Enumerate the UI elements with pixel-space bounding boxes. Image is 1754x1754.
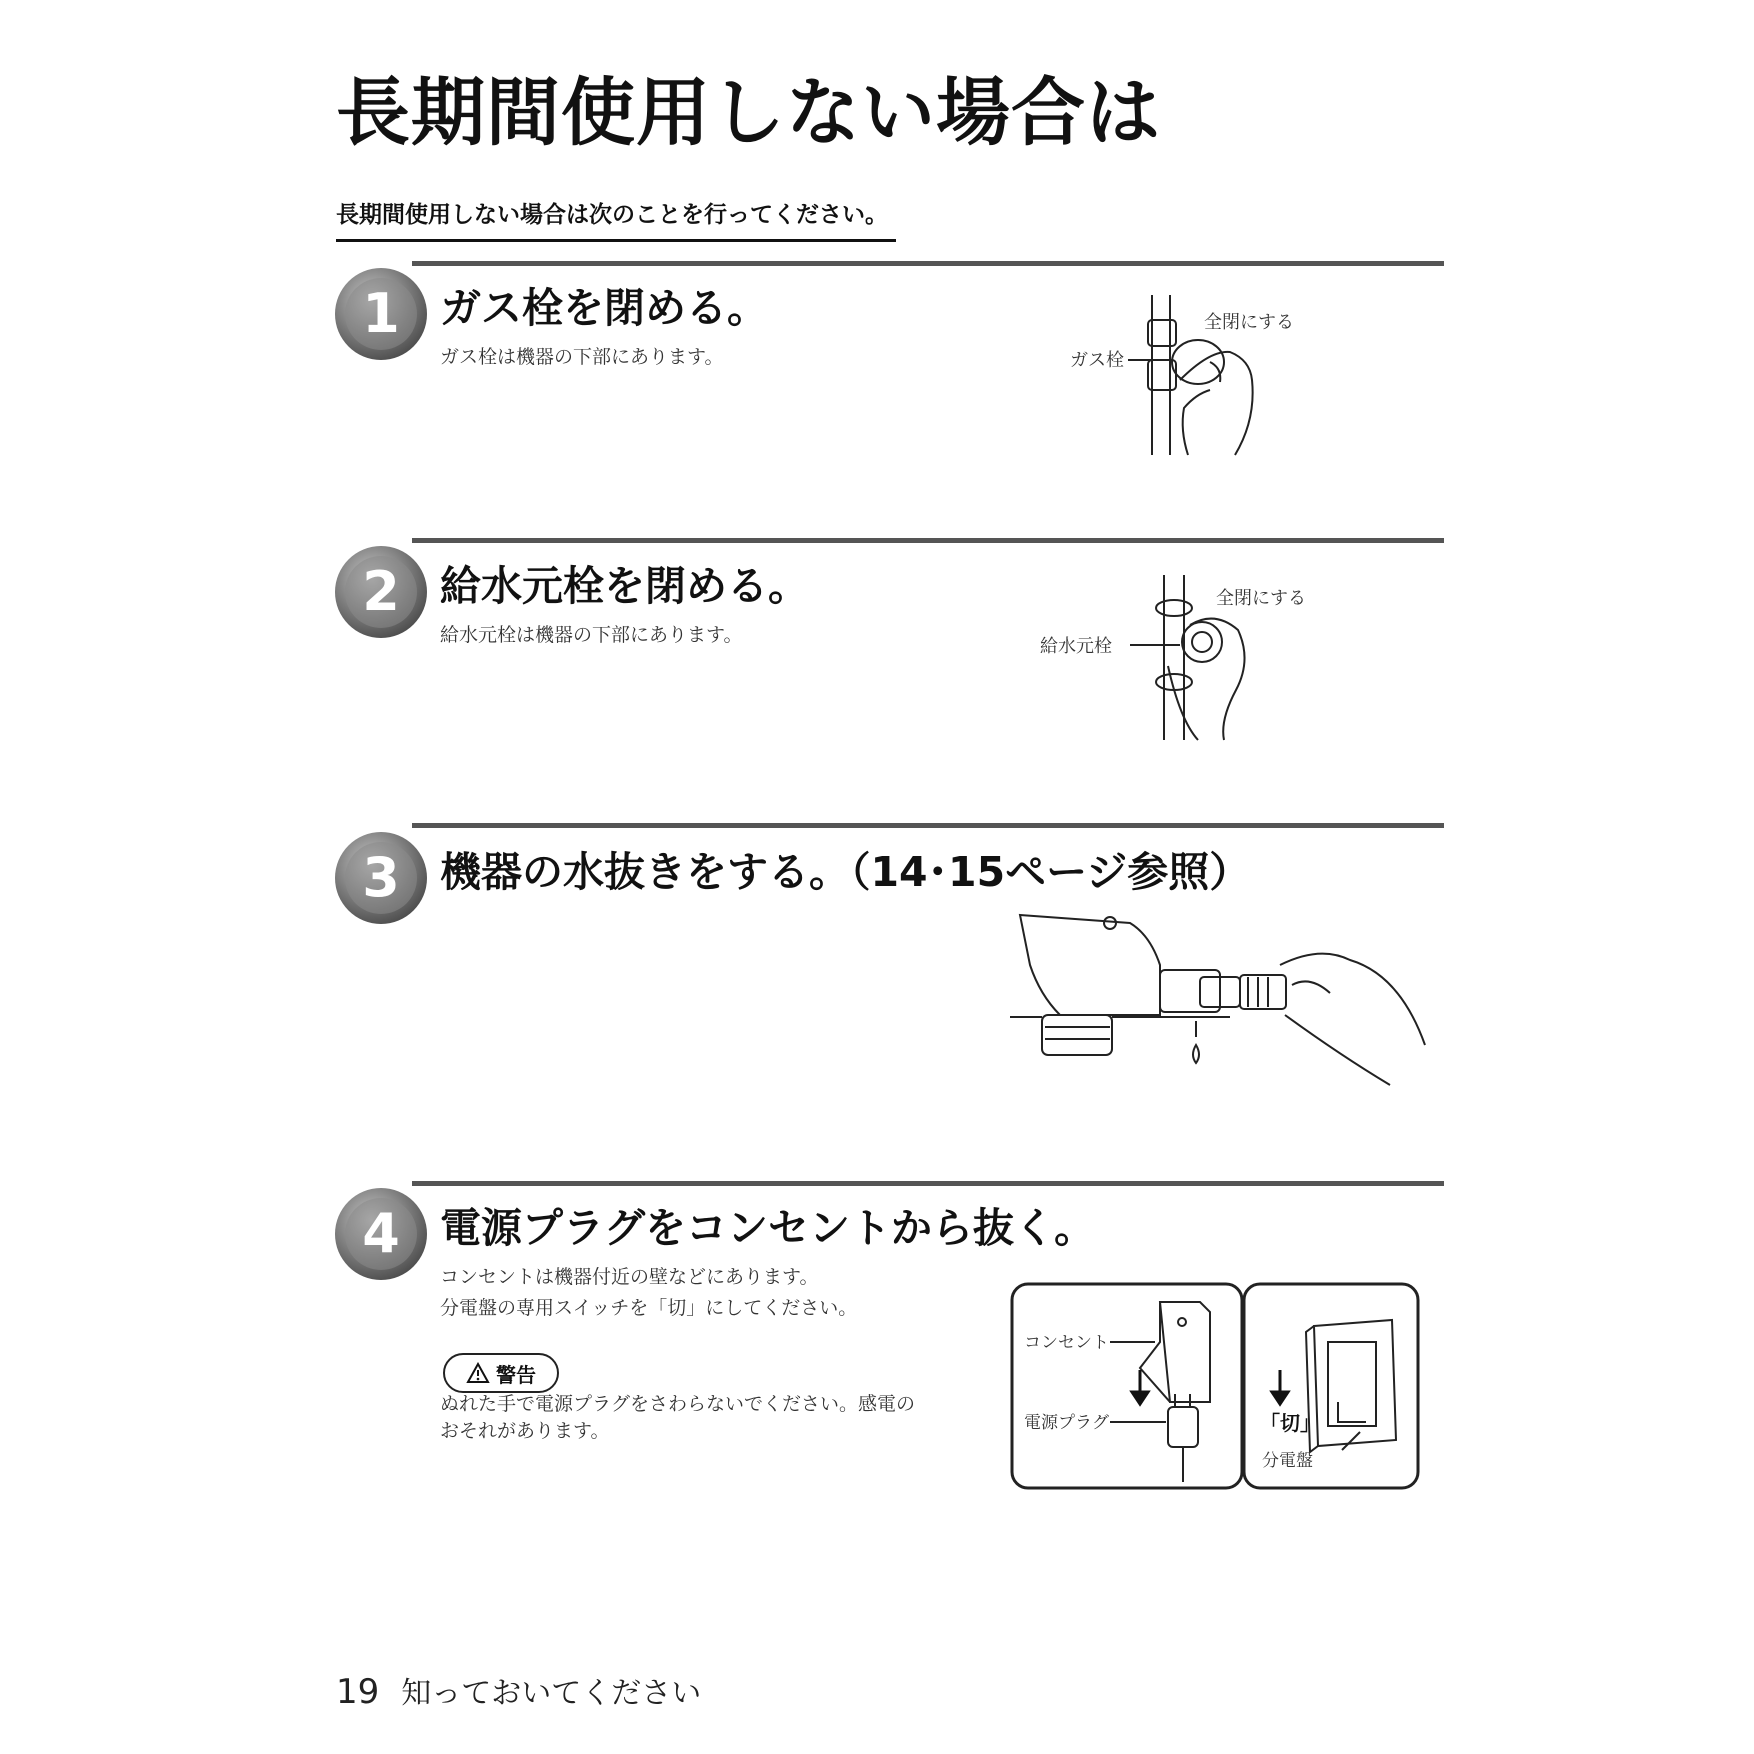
svg-text:1: 1 (362, 282, 400, 345)
page-subtitle: 長期間使用しない場合は次のことを行ってください。 (336, 196, 896, 242)
warning-label: 警告 (496, 1362, 536, 1387)
warning-text-line-2: おそれがあります。 (440, 1420, 610, 1442)
step-1-heading: ガス栓を閉める。 (440, 284, 768, 332)
step-4-description-line-1: コンセントは機器付近の壁などにあります。 (440, 1266, 819, 1288)
svg-text:3: 3 (362, 846, 400, 909)
svg-text:電源プラグ: 電源プラグ (1024, 1413, 1109, 1433)
step-1-number-badge (333, 266, 429, 362)
step-2-divider (412, 538, 1444, 543)
gas-valve-illustration (1060, 290, 1320, 460)
step-4-divider (412, 1181, 1444, 1186)
step-1-divider (412, 261, 1444, 266)
warning-triangle-icon (466, 1362, 490, 1384)
warning-badge (443, 1353, 559, 1393)
step-2-number-badge (333, 544, 429, 640)
step-2-heading: 給水元栓を閉める。 (440, 562, 809, 610)
svg-text:2: 2 (362, 560, 400, 623)
step-3-number-badge (333, 830, 429, 926)
svg-text:給水元栓: 給水元栓 (1040, 636, 1112, 657)
page-footer (336, 1668, 701, 1712)
step-2-description: 給水元栓は機器の下部にあります。 (440, 624, 743, 646)
svg-text:コンセント: コンセント (1024, 1333, 1109, 1353)
svg-text:「切」: 「切」 (1260, 1411, 1320, 1435)
svg-text:全閉にする: 全閉にする (1204, 312, 1294, 333)
svg-text:4: 4 (362, 1202, 400, 1265)
svg-text:ガス栓: ガス栓 (1070, 350, 1124, 371)
step-4-number-badge (333, 1186, 429, 1282)
step-4-heading: 電源プラグをコンセントから抜く。 (440, 1204, 1096, 1252)
water-valve-illustration (1040, 570, 1320, 745)
step-4-description-line-2: 分電盤の専用スイッチを「切」にしてください。 (440, 1297, 858, 1319)
step-3-divider (412, 823, 1444, 828)
step-1-description: ガス栓は機器の下部にあります。 (440, 346, 724, 368)
step-3-heading: 機器の水抜きをする。（14･15ページ参照） (440, 848, 1251, 896)
svg-text:分電盤: 分電盤 (1262, 1451, 1313, 1471)
drain-plug-illustration (1000, 905, 1440, 1105)
warning-text-line-1: ぬれた手で電源プラグをさわらないでください。感電の (440, 1393, 916, 1415)
page-number: 19 (336, 1672, 380, 1712)
breaker-panel-illustration (1242, 1282, 1420, 1490)
page-title: 長期間使用しない場合は (336, 70, 1161, 156)
section-title: 知っておいてください (401, 1676, 702, 1711)
outlet-illustration-panel (1010, 1282, 1244, 1490)
svg-text:全閉にする: 全閉にする (1216, 588, 1306, 609)
